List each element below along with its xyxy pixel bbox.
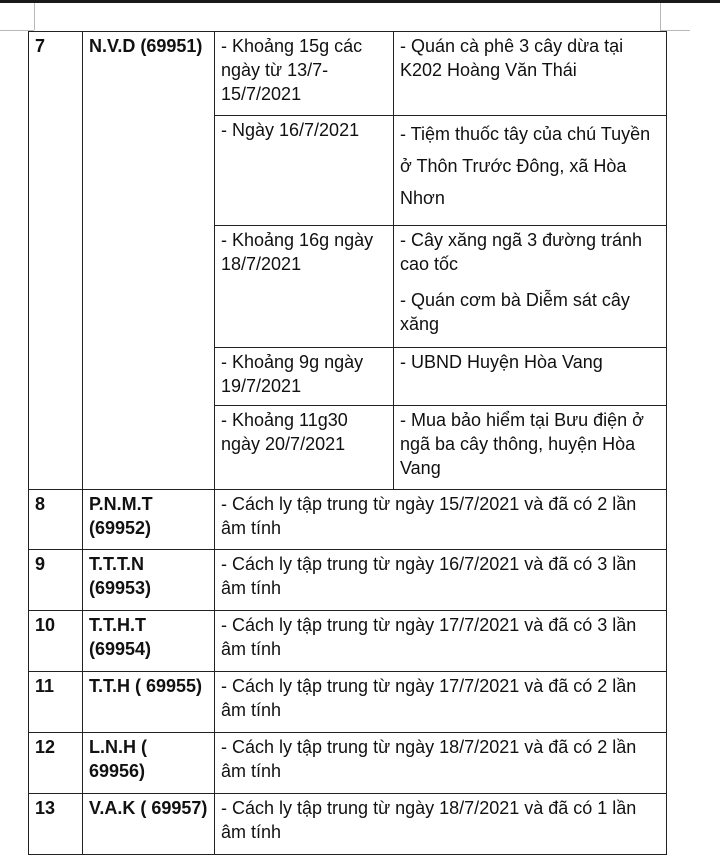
- visit-place: [394, 348, 667, 406]
- quarantine-note: - Cách ly tập trung từ ngày 18/7/2021 và đã có 1 lần âm tính: [215, 794, 667, 855]
- table-row: [29, 550, 667, 611]
- patient-number: 11: [29, 672, 83, 733]
- patient-name: L.N.H ( 69956): [83, 733, 215, 794]
- quarantine-note: - Cách ly tập trung từ ngày 17/7/2021 và đã có 2 lần âm tính: [215, 672, 667, 733]
- table-row: [29, 733, 667, 794]
- visit-place-text: - UBND Huyện Hòa Vang: [400, 352, 603, 372]
- visit-place: [394, 116, 667, 226]
- patient-name: N.V.D (69951): [83, 32, 215, 490]
- table-row: [29, 794, 667, 855]
- visit-place: [394, 32, 667, 116]
- table-row: [29, 672, 667, 733]
- visit-place: [394, 226, 667, 348]
- patient-name: T.T.H ( 69955): [83, 672, 215, 733]
- visit-place-text: - Cây xăng ngã 3 đường tránh cao tốc: [400, 230, 642, 274]
- visit-time: - Khoảng 16g ngày 18/7/2021: [215, 226, 394, 348]
- visit-place: [394, 406, 667, 490]
- patient-number: 9: [29, 550, 83, 611]
- visit-time: - Khoảng 15g các ngày từ 13/7-15/7/2021: [215, 32, 394, 116]
- patient-number: 7: [29, 32, 83, 490]
- patient-number: 8: [29, 490, 83, 550]
- patient-travel-table: [28, 31, 667, 855]
- quarantine-note: - Cách ly tập trung từ ngày 16/7/2021 và đã có 3 lần âm tính: [215, 550, 667, 611]
- quarantine-note: - Cách ly tập trung từ ngày 17/7/2021 và đã có 3 lần âm tính: [215, 611, 667, 672]
- table-row: [29, 611, 667, 672]
- top-border-bar: [0, 0, 720, 3]
- visit-place-text: - Quán cà phê 3 cây dừa tại K202 Hoàng Văn Thái: [400, 36, 624, 80]
- patient-number: 13: [29, 794, 83, 855]
- crop-mark-left-vertical: [34, 3, 35, 30]
- visit-place-text: - Quán cơm bà Diễm sát cây xăng: [400, 290, 630, 334]
- table-row: [29, 490, 667, 550]
- patient-number: 12: [29, 733, 83, 794]
- patient-name: T.T.H.T (69954): [83, 611, 215, 672]
- visit-time: - Ngày 16/7/2021: [215, 116, 394, 226]
- visit-time: - Khoảng 11g30 ngày 20/7/2021: [215, 406, 394, 490]
- visit-place-text: - Mua bảo hiểm tại Bưu điện ở ngã ba cây thông, huyện Hòa Vang: [400, 410, 644, 478]
- patient-name: T.T.T.N (69953): [83, 550, 215, 611]
- table-row: [29, 32, 667, 116]
- patient-name: V.A.K ( 69957): [83, 794, 215, 855]
- quarantine-note: - Cách ly tập trung từ ngày 15/7/2021 và đã có 2 lần âm tính: [215, 490, 667, 550]
- visit-place-text: - Tiệm thuốc tây của chú Tuyền ở Thôn Trước Đông, xã Hòa Nhơn: [400, 124, 651, 208]
- crop-mark-right-vertical: [660, 3, 661, 30]
- quarantine-note: - Cách ly tập trung từ ngày 18/7/2021 và đã có 2 lần âm tính: [215, 733, 667, 794]
- patient-number: 10: [29, 611, 83, 672]
- patient-name: P.N.M.T (69952): [83, 490, 215, 550]
- visit-time: - Khoảng 9g ngày 19/7/2021: [215, 348, 394, 406]
